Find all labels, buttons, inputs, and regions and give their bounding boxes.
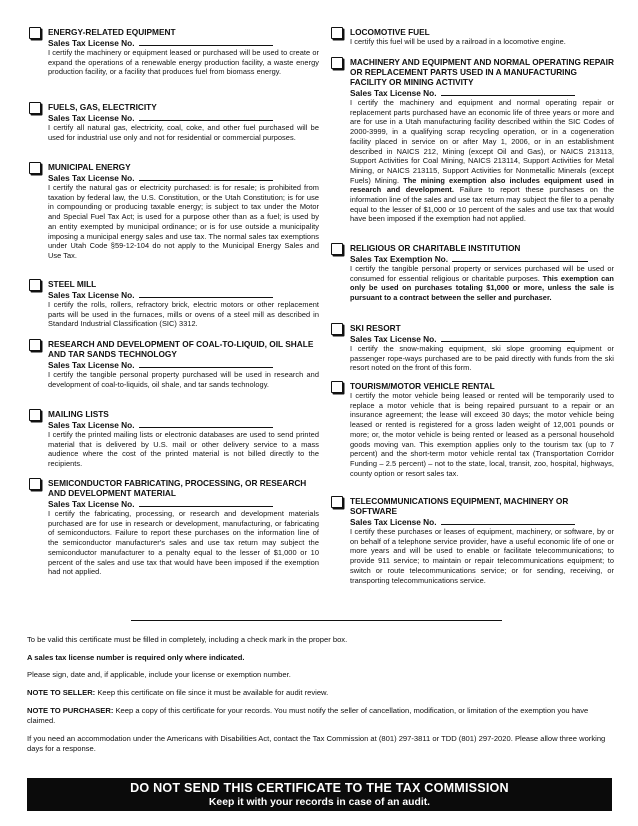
instruction-sign: Please sign, date and, if applicable, include your license or exemption number.	[27, 670, 291, 680]
section-text: I certify the machinery or equipment leased or purchased will be used to create or expand the operations of a renewable energy production facility, a waste energy production facility, or a facility that produces fuel from biomass energy.	[48, 48, 319, 77]
checkbox[interactable]	[331, 243, 343, 255]
section-title: MAILING LISTS	[48, 409, 109, 419]
license-number-field[interactable]	[139, 112, 273, 121]
checkbox[interactable]	[29, 478, 41, 490]
license-number-field[interactable]	[139, 289, 273, 298]
exemption-number-field[interactable]	[452, 253, 588, 262]
section-title: MACHINERY AND EQUIPMENT AND NORMAL OPERATING REPAIR OR REPLACEMENT PARTS USED IN A MANUFACTURING FACILITY OR MINING ACTIVITY	[350, 57, 614, 87]
section-text: I certify the fabricating, processing, or research and development materials purchased are for use in research or development, manufacturing, or fabricating of semiconductors. Failure to report these purchases on the information line of the semiconductor manufacturer's sales and use tax return may subject the semiconductor manufacturer to a penalty equal to the lesser of $1,000 or 10 percent of the sales and use tax that would have been imposed if the exemption had not applied.	[48, 509, 319, 577]
instructions	[27, 635, 612, 762]
section-title: ENERGY-RELATED EQUIPMENT	[48, 27, 176, 37]
section-semiconductor	[27, 478, 319, 577]
license-number-field[interactable]	[139, 359, 273, 368]
checkbox[interactable]	[331, 496, 343, 508]
section-text: I certify these purchases or leases of equipment, machinery, or software, by or on behalf of a telephone service provider, have a useful economic life of one or more years and will be used to enable or facilitate telecommunications; to provide 911 service; to maintain or repair telecommunications equipment; to switch or route telecommunications service; or for sending, receiving, or transporting telecommunications service.	[350, 527, 614, 585]
checkbox[interactable]	[29, 27, 41, 39]
section-text: I certify the tangible personal property purchased will be used in research and development of coal-to-liquids, oil shale, and tar sands technology.	[48, 370, 319, 389]
section-machinery-manufacturing-mining	[329, 57, 614, 243]
note-to-purchaser: NOTE TO PURCHASER: Keep a copy of this certificate for your records. You must notify the seller of cancellation, modification, or limitation of the exemption you have claimed.	[27, 705, 589, 726]
license-label: Sales Tax Exemption No.	[350, 253, 614, 264]
checkbox[interactable]	[29, 162, 41, 174]
license-label: Sales Tax License No.	[48, 112, 319, 123]
section-title: TOURISM/MOTOR VEHICLE RENTAL	[350, 381, 495, 391]
section-title: LOCOMOTIVE FUEL	[350, 27, 430, 37]
license-number-field[interactable]	[441, 87, 575, 96]
section-telecommunications	[329, 496, 614, 585]
section-title: SEMICONDUCTOR FABRICATING, PROCESSING, OR RESEARCH AND DEVELOPMENT MATERIAL	[48, 478, 307, 498]
section-text: I certify the snow-making equipment, ski slope grooming equipment or passenger rope-ways purchased are to be paid directly with funds from the ski resort noted on the front of this form.	[350, 344, 614, 373]
section-fuels-gas-electricity	[27, 102, 319, 162]
section-title: TELECOMMUNICATIONS EQUIPMENT, MACHINERY OR SOFTWARE	[350, 496, 569, 516]
section-title: MUNICIPAL ENERGY	[48, 162, 131, 172]
section-title: FUELS, GAS, ELECTRICITY	[48, 102, 157, 112]
license-number-field[interactable]	[441, 333, 575, 342]
checkbox[interactable]	[29, 339, 41, 351]
section-municipal-energy	[27, 162, 319, 279]
license-label: Sales Tax License No.	[350, 87, 614, 98]
checkbox[interactable]	[29, 409, 41, 421]
license-label: Sales Tax License No.	[48, 172, 319, 183]
license-label: Sales Tax License No.	[48, 359, 319, 370]
license-label: Sales Tax License No.	[48, 498, 319, 509]
section-text: I certify this fuel will be used by a railroad in a locomotive engine.	[350, 37, 566, 46]
section-title: RELIGIOUS OR CHARITABLE INSTITUTION	[350, 243, 521, 253]
license-label: Sales Tax License No.	[48, 37, 319, 48]
section-text: I certify the motor vehicle being leased or rented will be temporarily used to replace a motor vehicle that is being repaired pursuant to a repair or an insurance agreement; the lease will exceed 30 days; the motor vehicle being leased or rented is registered for a gross laden weight of 12,001 pounds or more; or, the motor vehicle is being rented or leased as a personal household goods moving van. This exemption applies only to the tourism tax (up to 7 percent) and the short-term motor vehicle rental tax (Transportation Corridor Funding – 2.5 percent) – not to the state, local, transit, zoo, hospital, highways, county option or resort sales tax.	[350, 391, 614, 478]
checkbox[interactable]	[29, 279, 41, 291]
section-mailing-lists	[27, 409, 319, 478]
section-text: I certify the rolls, rollers, refractory brick, electric motors or other replacement parts will be used in the furnaces, mills or ovens of a steel mill as described in Standard Industrial Classification (SIC) 3312.	[48, 300, 319, 329]
instruction-license-required: A sales tax license number is required only where indicated.	[27, 652, 245, 662]
license-label: Sales Tax License No.	[48, 289, 319, 300]
checkbox[interactable]	[331, 57, 343, 69]
note-to-seller: NOTE TO SELLER: Keep this certificate on file since it must be available for audit review.	[27, 688, 329, 698]
section-ski-resort	[329, 323, 614, 381]
license-label: Sales Tax License No.	[350, 333, 614, 344]
license-number-field[interactable]	[139, 419, 273, 428]
section-title: SKI RESORT	[350, 323, 401, 333]
section-text: I certify the tangible personal property or services purchased will be used or consumed for essential religious or charitable purposes. This exemption can only be used on purchases totaling $1,000 or more, unless the sale is pursuant to a contract between the seller and purchaser.	[350, 264, 614, 303]
section-steel-mill	[27, 279, 319, 339]
section-locomotive-fuel	[329, 27, 614, 57]
section-text: I certify the machinery and equipment and normal operating repair or replacement parts purchased have an economic life of three years or more and are for use in a Utah manufacturing facility described within the SIC Codes of 2000-3999, in a qualifying scrap recycling operation, or in a cogeneration facility placed in service on or after May 1, 2006, or in an establishment described in NAICS 212, Mining (except Oil and Gas), or NAICS 213113, Support Activities for Coal Mining, NAICS 213114, Support Activities for Metal Mining, or NAICS 213115, Support Activities for Nonmetallic Minerals (except Fuels) Mining. The mining exemption also includes equipment used in research and development. Failure to report these purchases on the information line of the sales and use tax return may subject the filer to a penalty equal to the lesser of $1,000 or 10 percent of the sales and use tax that would have been imposed if the exemption had not applied.	[350, 98, 615, 224]
license-number-field[interactable]	[139, 37, 273, 46]
section-religious-charitable	[329, 243, 614, 323]
section-text: I certify the printed mailing lists or electronic databases are used to send printed material that is delivered by U.S. mail or other delivery service to a mass audience where the cost of the printed material is not billed directly to the recipients.	[48, 430, 319, 469]
section-text: I certify all natural gas, electricity, coal, coke, and other fuel purchased will be used for industrial use only and not for residential or commercial purposes.	[48, 123, 319, 142]
section-coal-to-liquid-research	[27, 339, 319, 409]
warning-banner	[27, 778, 612, 811]
instruction-validity: To be valid this certificate must be filled in completely, including a check mark in the proper box.	[27, 635, 348, 644]
banner-subheading: Keep it with your records in case of an audit.	[208, 797, 431, 808]
section-energy-related-equipment	[27, 27, 319, 102]
left-column	[27, 27, 319, 577]
section-title: RESEARCH AND DEVELOPMENT OF COAL-TO-LIQUID, OIL SHALE AND TAR SANDS TECHNOLOGY	[48, 339, 314, 359]
license-number-field[interactable]	[139, 172, 273, 181]
section-text: I certify the natural gas or electricity purchased: is for resale; is prohibited from taxation by federal law, the U.S. Constitution, or the Utah Constitution; is for use in compounding or producing taxable energy; is subject to tax under the Motor and Special Fuel Tax Act; is used for a purpose other than as a fuel; is used by an entity exempted by municipal ordinance; or is for use outside a municipality imposing a municipal energy sales and use tax. The normal sales tax exemptions under Utah Code §59-12-104 do not apply to the Municipal Energy Sales and Use Tax.	[48, 183, 319, 260]
license-label: Sales Tax License No.	[350, 516, 614, 527]
checkbox[interactable]	[29, 102, 41, 114]
section-tourism-motor-vehicle-rental	[329, 381, 614, 496]
right-column	[329, 27, 614, 585]
ada-accommodation: If you need an accommodation under the Americans with Disabilities Act, contact the Tax Commission at (801) 297-3811 or TDD (801) 297-2020. Please allow three working days for a response.	[27, 733, 606, 753]
section-title: STEEL MILL	[48, 279, 97, 289]
license-number-field[interactable]	[441, 516, 575, 525]
divider	[131, 620, 502, 621]
license-number-field[interactable]	[139, 498, 273, 507]
checkbox[interactable]	[331, 381, 343, 393]
license-label: Sales Tax License No.	[48, 419, 319, 430]
banner-heading: DO NOT SEND THIS CERTIFICATE TO THE TAX COMMISSION	[130, 781, 509, 795]
checkbox[interactable]	[331, 323, 343, 335]
checkbox[interactable]	[331, 27, 343, 39]
